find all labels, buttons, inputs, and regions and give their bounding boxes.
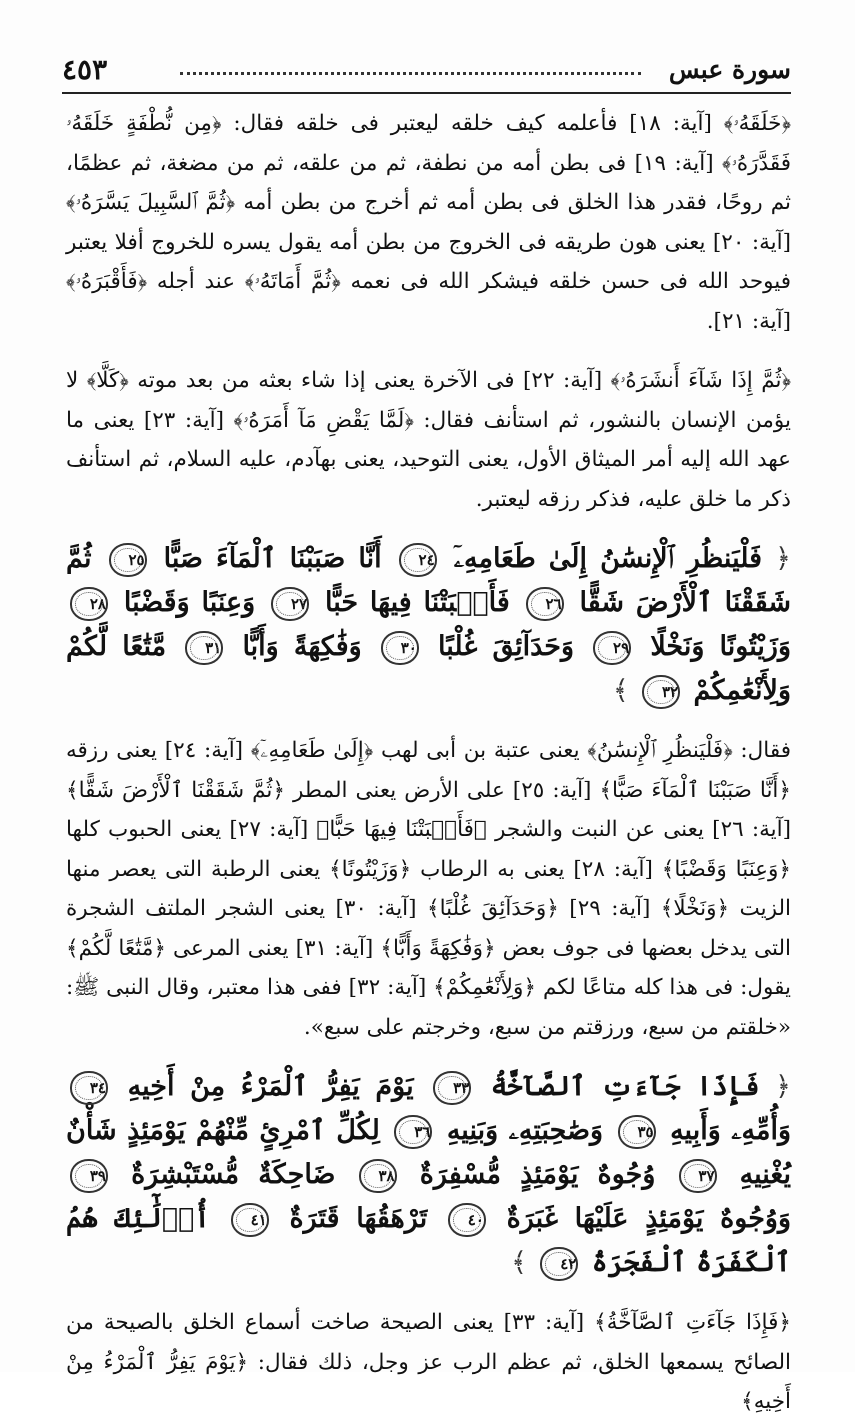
quran-verse: وَحَدَآئِقَ غُلْبًا (437, 631, 574, 662)
page-number: ٤٥٣ (62, 53, 108, 86)
quran-verses-block (66, 537, 791, 713)
verse-number-marker: ٣٥ (618, 1115, 656, 1149)
verse-number-marker: ٢٦ (526, 587, 564, 621)
quran-verse: وَصَٰحِبَتِهِۦ وَبَنِيهِ (446, 1115, 604, 1146)
quran-verse: ضَاحِكَةٌ مُّسْتَبْشِرَةٌ (131, 1159, 336, 1190)
quran-verse: أَنَّا صَبَبْنَا ٱلْمَآءَ صَبًّا (163, 543, 382, 574)
verse-number-marker: ٣٢ (642, 675, 680, 709)
quran-verse: مَّتَٰعًا لَّكُمْ وَلِأَنْعَٰمِكُمْ (66, 631, 791, 706)
quran-verse: تَرْهَقُهَا قَتَرَةٌ (289, 1203, 428, 1234)
verse-number-marker: ٣٣ (433, 1071, 471, 1105)
verse-number-marker: ٣٦ (394, 1115, 432, 1149)
verse-number-marker: ٢٩ (593, 631, 631, 665)
quran-verse: وَأُمِّهِۦ وَأَبِيهِ (670, 1115, 791, 1146)
verse-number-marker: ٤٢ (540, 1247, 578, 1281)
quran-verse: وَعِنَبًا وَقَضْبًا (123, 587, 256, 618)
verse-number-marker: ٣١ (185, 631, 223, 665)
verse-number-marker: ٢٧ (271, 587, 309, 621)
dotted-leader (180, 72, 641, 75)
quran-verse: وُجُوهٌ يَوْمَئِذٍ مُّسْفِرَةٌ (419, 1159, 656, 1190)
verse-number-marker: ٣٩ (70, 1159, 108, 1193)
quran-verse: يَوْمَ يَفِرُّ ٱلْمَرْءُ مِنْ أَخِيهِ (127, 1071, 414, 1102)
quran-verse: فَلْيَنظُرِ ٱلْإِنسَٰنُ إِلَىٰ طَعَامِهِۦٓ (453, 543, 763, 574)
quran-verses-block (66, 1065, 791, 1285)
quran-verse: وَزَيْتُونًا وَنَخْلًا (650, 631, 791, 662)
ornate-bracket-open: ﴿ (775, 543, 791, 574)
verse-number-marker: ٢٥ (109, 543, 147, 577)
quran-verse: وَفَٰكِهَةً وَأَبًّا (242, 631, 362, 662)
verse-number-marker: ٣٨ (359, 1159, 397, 1193)
running-title: سورة عبس (668, 55, 791, 84)
commentary-paragraph: ﴿خَلَقَهُۥ﴾ [آية: ١٨] فأعلمه كيف خلقه ليعتبر فى خلقه فقال: ﴿مِن نُّطْفَةٍ خَلَقَهُۥ فَقَدَّرَهُۥ﴾ [آية: ١٩] فى بطن أمه من نطفة، ثم من علقه، ثم من مضغة، ثم عظمًا، ثم روحًا، فقدر هذا الخلق فى بطن أمه ثم أخرج من بطن أمه ﴿ثُمَّ ٱلسَّبِيلَ يَسَّرَهُۥ﴾ [آية: ٢٠] يعنى هون طريقه فى الخروج من بطن أمه يقول يسره للخروج أفلا يعتبر فيوحد الله فى حسن خلقه فيشكر الله فى نعمه ﴿ثُمَّ أَمَاتَهُۥ﴾ عند أجله ﴿فَأَقْبَرَهُۥ﴾ [آية: ٢١]. (66, 111, 791, 334)
verse-number-marker: ٣٠ (381, 631, 419, 665)
verse-number-marker: ٤٠ (448, 1203, 486, 1237)
commentary-paragraph: ﴿ثُمَّ إِذَا شَآءَ أَنشَرَهُۥ﴾ [آية: ٢٢] فى الآخرة يعنى إذا شاء بعثه من بعد موته ﴿كَلَّا﴾ لا يؤمن الإنسان بالنشور، ثم استأنف فقال: ﴿لَمَّا يَقْضِ مَآ أَمَرَهُۥ﴾ [آية: ٢٣] يعنى ما عهد الله إليه أمر الميثاق الأول، يعنى التوحيد، يعنى بهآدم، عليه السلام، ثم استأنف ذكر ما خلق عليه، فذكر رزقه ليعتبر. (66, 368, 792, 512)
quran-verse: فَأَنۢبَتْنَا فِيهَا حَبًّا (324, 587, 510, 618)
quran-verse: فَإِذَا جَآءَتِ ٱلصَّآخَّةُ (490, 1071, 760, 1102)
verse-number-marker: ٢٨ (70, 587, 108, 621)
quran-verse: لِكُلِّ ٱمْرِئٍ مِّنْهُمْ يَوْمَئِذٍ شَأْنٌ يُغْنِيهِ (66, 1115, 791, 1190)
ornate-bracket-close: ﴾ (612, 675, 629, 706)
verse-number-marker: ٤١ (231, 1203, 269, 1237)
commentary-paragraph: فقال: ﴿فَلْيَنظُرِ ٱلْإِنسَٰنُ﴾ يعنى عتبة بن أبى لهب ﴿إِلَىٰ طَعَامِهِۦٓ﴾ [آية: ٢٤] يعنى رزقه ﴿أَنَّا صَبَبْنَا ٱلْمَآءَ صَبًّا﴾ [آية: ٢٥] على الأرض يعنى المطر ﴿ثُمَّ شَقَقْنَا ٱلْأَرْضَ شَقًّا﴾ [آية: ٢٦] يعنى عن النبت والشجر ﴿فَأَنۢبَتْنَا فِيهَا حَبًّا﴾ [آية: ٢٧] يعنى الحبوب كلها ﴿وَعِنَبًا وَقَضْبًا﴾ [آية: ٢٨] يعنى به الرطاب ﴿وَزَيْتُونًا﴾ يعنى الرطبة التى يعصر منها الزيت ﴿وَنَخْلًا﴾ [آية: ٢٩] ﴿وَحَدَآئِقَ غُلْبًا﴾ [آية: ٣٠] يعنى الشجر الملتف الشجرة التى يدخل بعضها فى جوف بعض ﴿وَفَٰكِهَةً وَأَبًّا﴾ [آية: ٣١] يعنى المرعى ﴿مَّتَٰعًا لَّكُمْ﴾ يقول: فى هذا كله متاعًا لكم ﴿وَلِأَنْعَٰمِكُمْ﴾ [آية: ٣٢] ففى هذا معتبر، وقال النبى ﷺ: «خلقتم من سبع، ورزقتم من سبع، وخرجتم على سبع». (66, 738, 791, 1040)
verse-number-marker: ٢٤ (399, 543, 437, 577)
ornate-bracket-close: ﴾ (511, 1247, 527, 1278)
commentary-paragraph: ﴿فَإِذَا جَآءَتِ ٱلصَّآخَّةُ﴾ [آية: ٣٣] يعنى الصيحة صاخت أسماع الخلق بالصيحة من الصائح يسمعها الخلق، ثم عظم الرب عز وجل، ذلك فقال: ﴿يَوْمَ يَفِرُّ ٱلْمَرْءُ مِنْ أَخِيهِ﴾ (66, 1310, 791, 1414)
page-header (62, 52, 791, 94)
ornate-bracket-open: ﴿ (775, 1071, 791, 1102)
page-body (66, 104, 791, 1422)
quran-verse: ثُمَّ شَقَقْنَا ٱلْأَرْضَ شَقًّا (66, 543, 791, 618)
quran-verse: أُو۟لَٰٓئِكَ هُمُ ٱلْكَفَرَةُ ٱلْفَجَرَةُ (66, 1203, 791, 1278)
verse-number-marker: ٣٤ (70, 1071, 108, 1105)
verse-number-marker: ٣٧ (679, 1159, 717, 1193)
quran-verse: وَوُجُوهٌ يَوْمَئِذٍ عَلَيْهَا غَبَرَةٌ (506, 1203, 791, 1234)
